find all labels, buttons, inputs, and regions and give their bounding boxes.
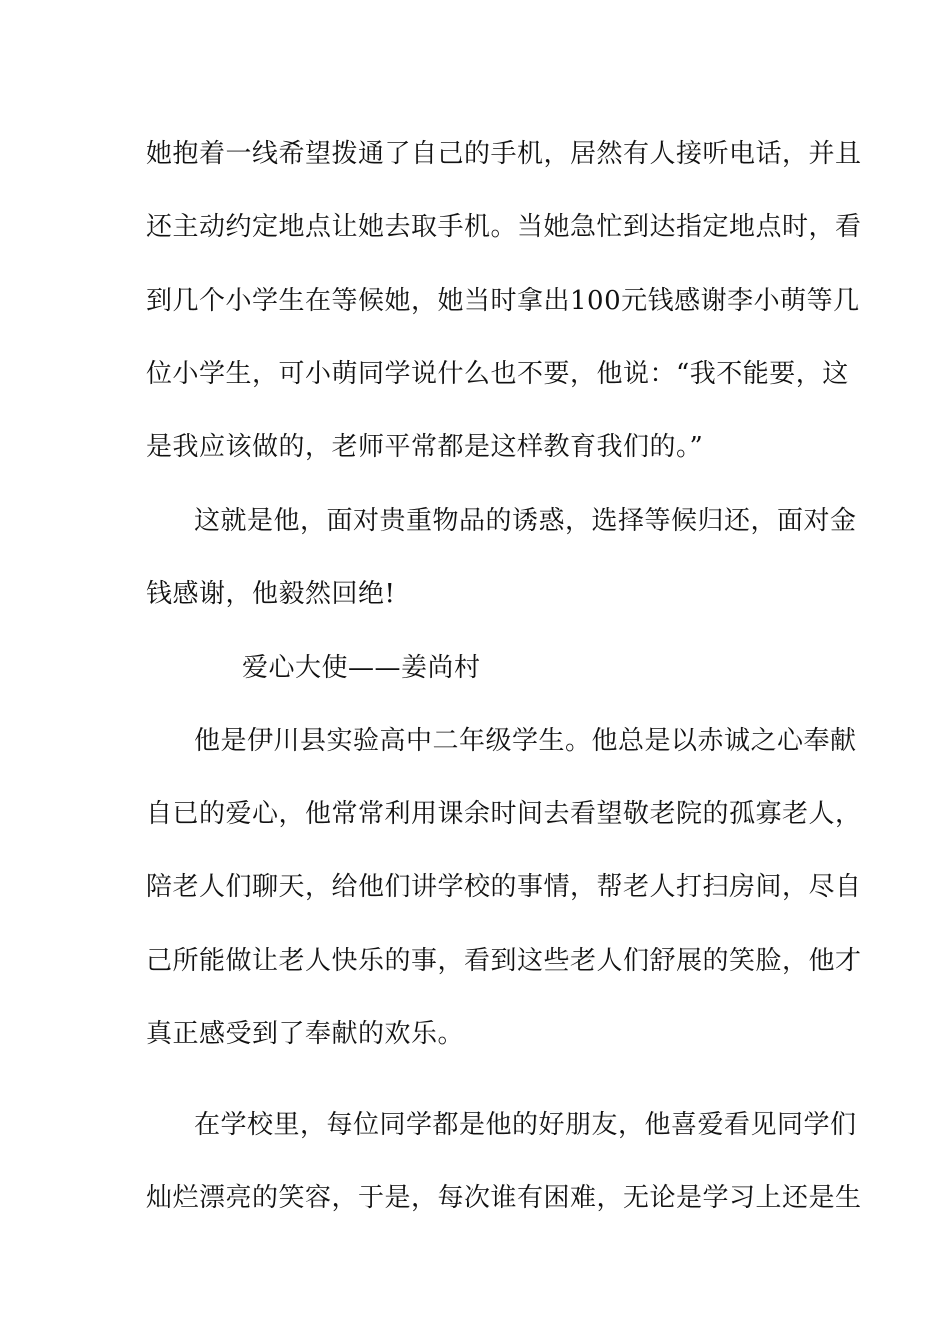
paragraph-line: 在学校里，每位同学都是他的好朋友，他喜爱看见同学们 — [194, 1110, 857, 1140]
paragraph-line: 灿烂漂亮的笑容，于是，每次谁有困难，无论是学习上还是生 — [146, 1183, 862, 1213]
paragraph-line: 是我应该做的，老师平常都是这样教育我们的。” — [146, 432, 704, 462]
paragraph-line: 己所能做让老人快乐的事，看到这些老人们舒展的笑脸，他才 — [146, 946, 862, 976]
paragraph-line: 真正感受到了奉献的欢乐。 — [146, 1019, 465, 1049]
paragraph-line: 还主动约定地点让她去取手机。当她急忙到达指定地点时，看 — [146, 212, 862, 242]
paragraph-line: 钱感谢，他毅然回绝! — [146, 579, 396, 609]
paragraph-line: 这就是他，面对贵重物品的诱惑，选择等候归还，面对金 — [194, 506, 857, 536]
paragraph-line: 到几个小学生在等候她，她当时拿出100元钱感谢李小萌等几 — [146, 286, 860, 316]
section-heading: 爱心大使——姜尚村 — [242, 653, 481, 683]
paragraph-line: 他是伊川县实验高中二年级学生。他总是以赤诚之心奉献 — [194, 726, 857, 756]
paragraph-line: 自已的爱心，他常常利用课余时间去看望敬老院的孤寡老人， — [146, 799, 862, 829]
paragraph-line: 位小学生，可小萌同学说什么也不要，他说：“我不能要，这 — [146, 359, 849, 389]
paragraph-line: 她抱着一线希望拨通了自己的手机，居然有人接听电话，并且 — [146, 139, 862, 169]
paragraph-line: 陪老人们聊天，给他们讲学校的事情，帮老人打扫房间，尽自 — [146, 872, 862, 902]
